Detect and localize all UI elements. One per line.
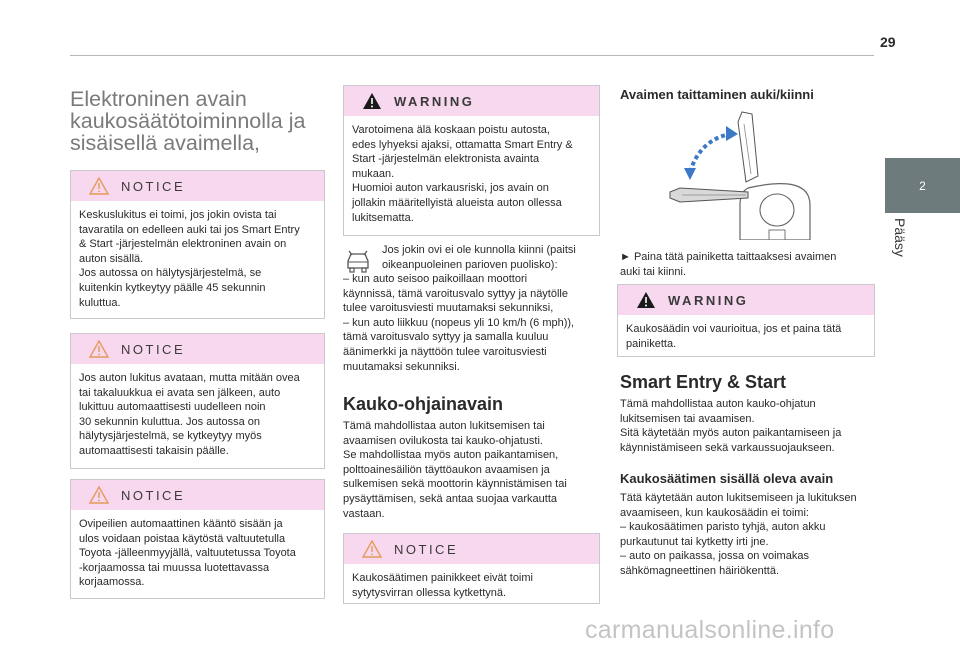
watermark: carmanualsonline.info [585,616,835,644]
notice-text: Kaukosäätimen painikkeet eivät toimi sytytysvirran ollessa kytkettynä. [352,572,533,599]
notice-text: Ovipeilien automaattinen kääntö sisään ja ulos voidaan poistaa käytöstä valtuutetulla Toyota -jälleenmyyjällä, valtuutetussa Toyota -korjaamossa tai muussa luotettavassa korjaamossa. [79,518,296,589]
caution-triangle-icon [362,540,382,558]
key-fold-instruction: ► Paina tätä painiketta taittaaksesi avaimen auki tai kiinni. [620,251,837,278]
notice-label: NOTICE [121,341,186,357]
notice-header [71,334,324,364]
warning-box-2 [617,284,875,357]
page-number: 29 [880,34,896,50]
warning-text: Kaukosäädin voi vaurioitua, jos et paina tätä painiketta. [626,323,842,350]
warning-header [618,285,874,315]
key-fold-illustration [660,110,840,245]
caution-triangle-icon [89,486,109,504]
info-intro: Jos jokin ovi ei ole kunnolla kiinni (paitsi oikeanpuoleinen parioven puolisko): [382,244,576,271]
page-title: Elektroninen avain kaukosäätötoiminnolla ja sisäisellä avaimella, [70,87,306,155]
notice-text: Keskuslukitus ei toimi, jos jokin ovista tai tavaratila on edelleen auki tai jos Smart Entry & Start -järjestelmän elektroninen avain on auton sisällä. Jos autossa on hälytysjärjestelmä, se kuitenkin kytkeytyy päälle 45 sekunnin kuluttua. [79,209,300,309]
notice-header [71,171,324,201]
warning-label: WARNING [668,292,749,308]
header-rule [70,55,874,56]
section-label: Pääsy [892,218,908,257]
caution-triangle-icon [89,340,109,358]
section-tab[interactable] [885,158,960,213]
notice-box-3 [70,479,325,599]
notice-box-4 [343,533,600,604]
remote-key-text: Tämä mahdollistaa auton lukitsemisen tai avaamisen ovilukosta tai kauko-ohjatusti. Se mahdollistaa myös auton paikantamisen, polttoainesäiliön täyttöaukon avaamisen ja sulkemisen sekä moottorin käynnistämisen tai pysäyttämisen, sekä antaa suojaa varkautta vastaan. [343,420,567,520]
notice-box-1 [70,170,325,319]
section-number: 2 [919,178,926,193]
smart-entry-heading: Smart Entry & Start [620,372,787,392]
remote-key-heading: Kauko-ohjainavain [343,394,504,414]
key-fold-heading: Avaimen taittaminen auki/kiinni [620,87,814,102]
inner-key-heading: Kaukosäätimen sisällä oleva avain [620,471,834,486]
warning-triangle-icon [362,92,382,110]
warning-text: Varotoimena älä koskaan poistu autosta, edes lyhyeksi ajaksi, ottamatta Smart Entry & Start -järjestelmän elektronista avainta mukaan. Huomioi auton varkausriski, jos avain on jollakin määritellyistä alueista auton ollessa lukitsematta. [352,124,573,224]
warning-triangle-icon [636,291,656,309]
smart-entry-text: Tämä mahdollistaa auton kauko-ohjatun lukitsemisen tai avaamisen. Sitä käytetään myös auton paikantamiseen ja käynnistämiseen sekä varkaussuojaukseen. [620,398,842,454]
warning-box [343,85,600,236]
notice-label: NOTICE [121,487,186,503]
notice-label: NOTICE [121,178,186,194]
info-text: – kun auto seisoo paikoillaan moottori käynnissä, tämä varoitusvalo syttyy ja näytölle tulee varoitusviesti muutamaksi sekunniksi, – kun auto liikkuu (nopeus yli 10 km/h (6 mph)), tämä varoitusvalo syttyy ja samalla kuuluu äänimerkki ja näyttöön tulee varoitusviesti muutamaksi sekunniksi. [343,273,575,373]
notice-label: NOTICE [394,541,459,557]
inner-key-text: Tätä käytetään auton lukitsemiseen ja lukituksen avaamiseen, kun kaukosäädin ei toimi: – kaukosäätimen paristo tyhjä, auton akku purkautunut tai kytketty irti jne. – auto on paikassa, jossa on voimakas sähkömagneettinen häiriökenttä. [620,492,857,577]
notice-text: Jos auton lukitus avataan, mutta mitään ovea tai takaluukkua ei avata sen jälkeen, auto lukittuu automaattisesti uudelleen noin 30 sekunnin kuluttua. Jos autossa on hälytysjärjestelmä, se kytkeytyy myös automaattisesti takaisin päälle. [79,372,300,457]
warning-header [344,86,599,116]
notice-header [344,534,599,564]
warning-label: WARNING [394,93,475,109]
notice-box-2 [70,333,325,469]
notice-header [71,480,324,510]
caution-triangle-icon [89,177,109,195]
